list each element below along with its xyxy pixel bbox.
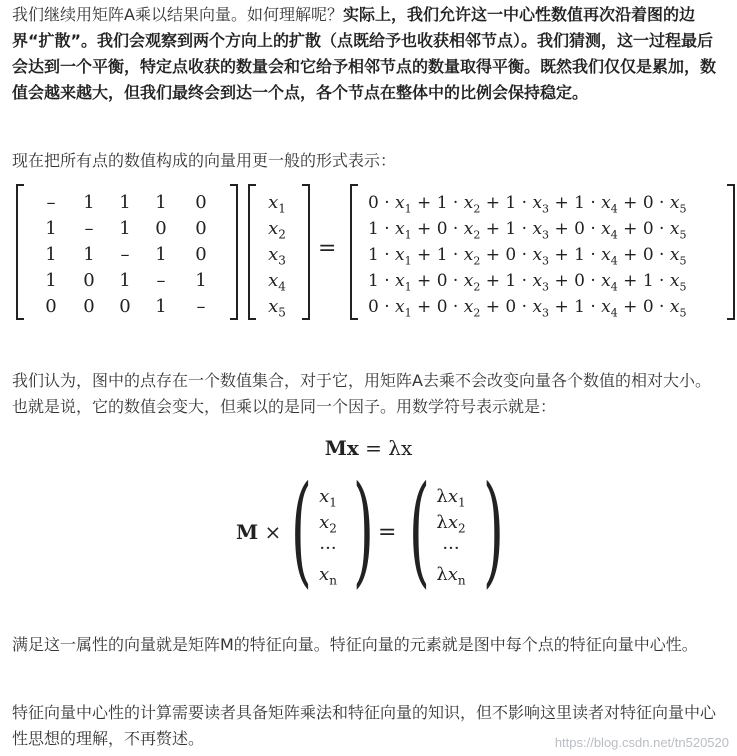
- intro-plain-text: 我们继续用矩阵A乘以结果向量。如何理解呢？: [12, 5, 343, 24]
- matrix-cell: 1: [155, 192, 167, 213]
- left-eigen-cell: $x_2$: [319, 512, 337, 536]
- result-row: $1 \cdot x_1 + 1 \cdot x_2 + 0 \cdot x_3 + 1 \cdot x_4 + 0 \cdot x_5$: [368, 245, 687, 268]
- left-eigen-cell: ···: [319, 538, 337, 559]
- matrix-cell: 1: [45, 244, 57, 265]
- equals-sign: =: [318, 236, 337, 261]
- right-eigen-cell: $\lambda x_2$: [436, 512, 466, 536]
- matrix-right-bracket: [230, 184, 238, 320]
- matrix-cell: 1: [83, 192, 95, 213]
- eigen-equation: [0, 436, 737, 460]
- right-eigen-cell: $\lambda x_n$: [436, 564, 466, 588]
- matrix-cell: 0: [195, 192, 207, 213]
- matrix-cell: 0: [83, 296, 95, 317]
- right-vec-open-paren: (: [408, 461, 430, 600]
- matrix-cell: 0: [45, 296, 57, 317]
- result-row: $1 \cdot x_1 + 0 \cdot x_2 + 1 \cdot x_3 + 0 \cdot x_4 + 1 \cdot x_5$: [368, 271, 687, 294]
- matrix-cell: –: [120, 244, 130, 265]
- matrix-cell: 1: [45, 270, 57, 291]
- vector-left-bracket: [248, 184, 256, 320]
- right-eigen-cell: ···: [442, 538, 460, 559]
- matrix-cell: 1: [195, 270, 207, 291]
- vector-cell: $x_4$: [268, 270, 286, 294]
- vector-cell: $x_1$: [268, 192, 286, 216]
- eq-rhs: λx: [388, 436, 413, 460]
- left-eigen-cell: $x_1$: [319, 486, 337, 510]
- eigen-vec-equals: =: [378, 520, 397, 545]
- result-row: $1 \cdot x_1 + 0 \cdot x_2 + 1 \cdot x_3 + 0 \cdot x_4 + 0 \cdot x_5$: [368, 219, 687, 242]
- paragraph-closing: 特征向量中心性的计算需要读者具备矩阵乘法和特征向量的知识，但不影响这里读者对特征向量中心性思想的理解，不再赘述。: [12, 703, 717, 748]
- matrix-cell: –: [196, 296, 206, 317]
- matrix-cell: 0: [195, 244, 207, 265]
- result-right-bracket: [727, 184, 735, 320]
- left-vec-open-paren: (: [290, 461, 312, 600]
- matrix-cell: –: [46, 192, 56, 213]
- matrix-cell: 0: [119, 296, 131, 317]
- matrix-cell: 1: [119, 218, 131, 239]
- vector-right-bracket: [302, 184, 310, 320]
- eq-sign: =: [365, 436, 382, 460]
- matrix-cell: 0: [195, 218, 207, 239]
- matrix-cell: 0: [83, 270, 95, 291]
- left-eigen-cell: $x_n$: [319, 564, 337, 588]
- eq-lhs: Mx: [324, 436, 359, 460]
- matrix-cell: 1: [119, 192, 131, 213]
- matrix-left-bracket: [16, 184, 24, 320]
- paragraph-eigen-idea: 我们认为，图中的点存在一个数值集合，对于它，用矩阵A去乘不会改变向量各个数值的相对大小。也就是说，它的数值会变大，但乘以的是同一个因子。用数学符号表示就是：: [12, 371, 711, 416]
- matrix-cell: 1: [45, 218, 57, 239]
- vector-cell: $x_2$: [268, 218, 286, 242]
- matrix-cell: –: [84, 218, 94, 239]
- matrix-cell: 1: [155, 296, 167, 317]
- paragraph-eigenvector-def: 满足这一属性的向量就是矩阵M的特征向量。特征向量的元素就是图中每个点的特征向量中心性。: [12, 635, 698, 654]
- matrix-cell: –: [156, 270, 166, 291]
- csdn-watermark: https://blog.csdn.net/tn520520: [554, 735, 729, 750]
- matrix-cell: 1: [119, 270, 131, 291]
- left-vec-close-paren: ): [352, 461, 374, 600]
- matrix-equation: [12, 184, 737, 324]
- matrix-cell: 1: [155, 244, 167, 265]
- matrix-cell: 0: [155, 218, 167, 239]
- right-eigen-cell: $\lambda x_1$: [436, 486, 466, 510]
- intro-bold-text: 实际上，我们允许这一中心性数值再次沿着图的边界“扩散”。我们会观察到两个方向上的扩散（点既给予也收获相邻节点）。我们猜测，这一过程最后会达到一个平衡，特定点收获的数量会和它给予相邻节点的数量取得平衡。既然我们仅仅是累加，数值会越来越大，但我们最终会到达一个点，各个节点在整体中的比例会保持稳定。: [12, 5, 717, 102]
- result-left-bracket: [350, 184, 358, 320]
- right-vec-close-paren: ): [482, 461, 504, 600]
- vector-cell: $x_3$: [268, 244, 286, 268]
- paragraph-intro: [12, 2, 724, 106]
- eigen-M: M ×: [236, 520, 282, 544]
- paragraph-vector-intro: 现在把所有点的数值构成的向量用更一般的形式表示：: [12, 151, 397, 170]
- matrix-cell: 1: [83, 244, 95, 265]
- vector-cell: $x_5$: [268, 296, 286, 320]
- result-row: $0 \cdot x_1 + 0 \cdot x_2 + 0 \cdot x_3 + 1 \cdot x_4 + 0 \cdot x_5$: [368, 297, 687, 320]
- result-row: $0 \cdot x_1 + 1 \cdot x_2 + 1 \cdot x_3 + 1 \cdot x_4 + 0 \cdot x_5$: [368, 193, 687, 216]
